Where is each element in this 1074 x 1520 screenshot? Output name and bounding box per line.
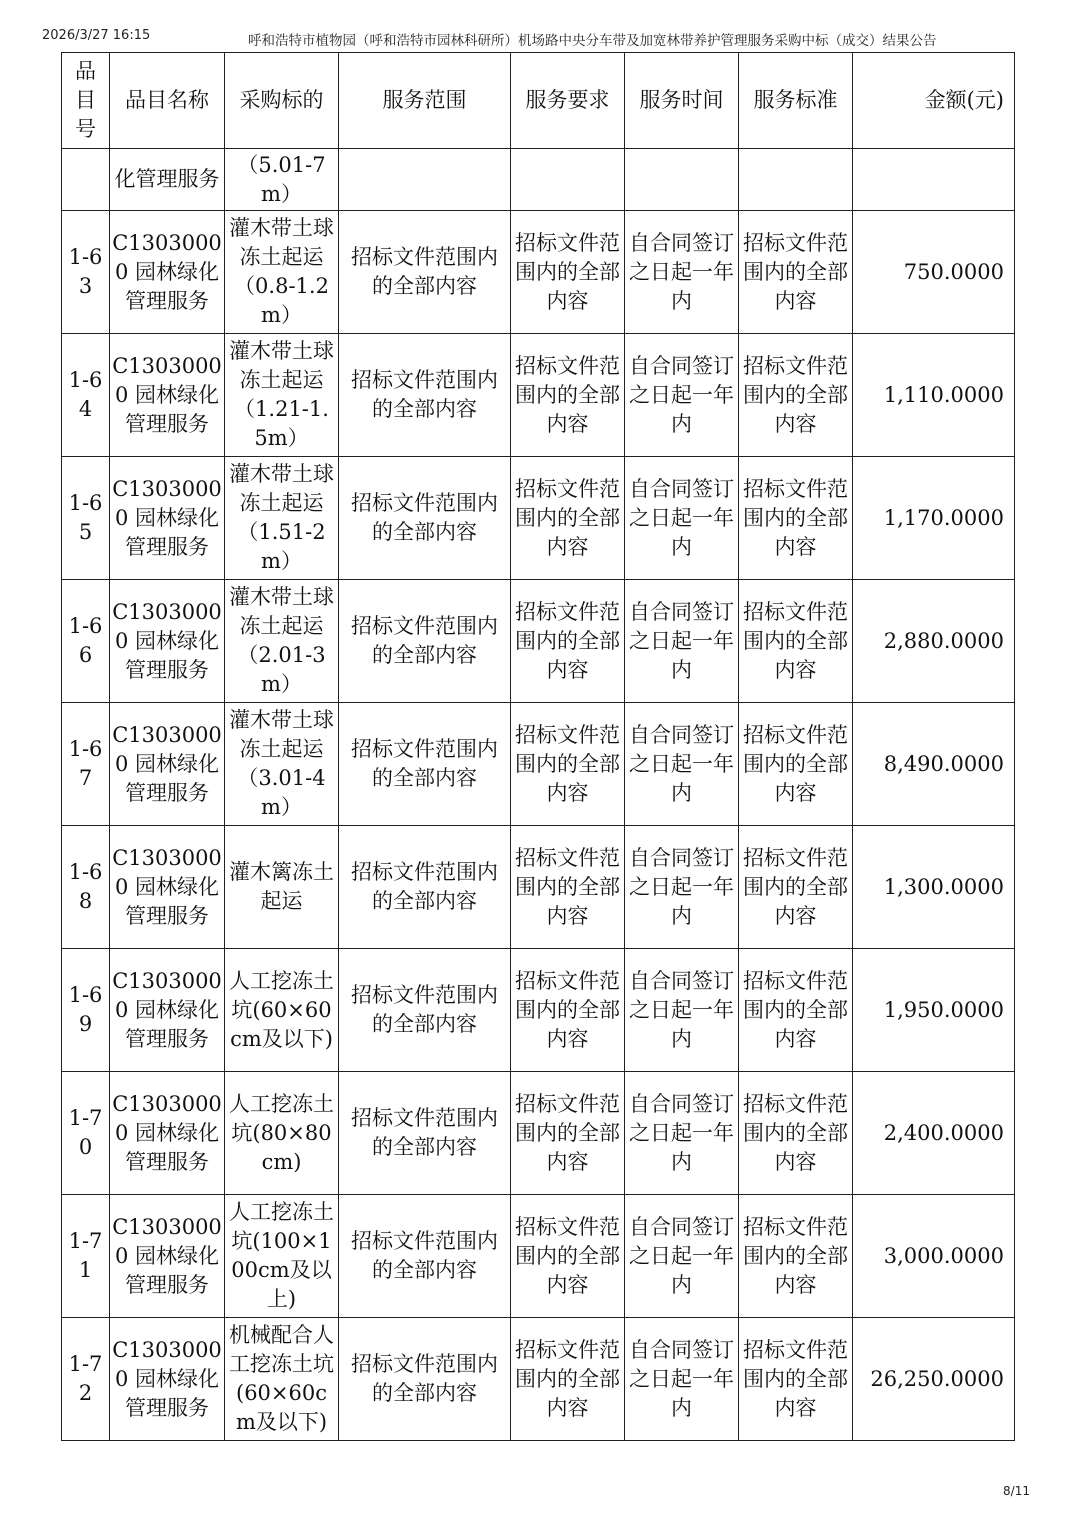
cell-scope: 招标文件范围内的全部内容 (339, 826, 511, 949)
cell-time: 自合同签订之日起一年内 (625, 580, 739, 703)
cell-target: 灌木篱冻土起运 (225, 826, 339, 949)
cell-no: 1-68 (62, 826, 110, 949)
cell-name: C13030000 园林绿化管理服务 (110, 949, 225, 1072)
cell-name: C13030000 园林绿化管理服务 (110, 457, 225, 580)
cell-target: 人工挖冻土坑(60×60cm及以下) (225, 949, 339, 1072)
cell-target: （5.01-7m） (225, 149, 339, 211)
cell-amount: 1,950.0000 (853, 949, 1015, 1072)
cell-name: C13030000 园林绿化管理服务 (110, 1195, 225, 1318)
cell-name: C13030000 园林绿化管理服务 (110, 826, 225, 949)
cell-scope: 招标文件范围内的全部内容 (339, 1072, 511, 1195)
table-row (62, 949, 1015, 1072)
cell-standard: 招标文件范围内的全部内容 (739, 1072, 853, 1195)
cell-name: C13030000 园林绿化管理服务 (110, 211, 225, 334)
cell-no: 1-69 (62, 949, 110, 1072)
cell-target: 灌木带土球冻土起运（0.8-1.2m） (225, 211, 339, 334)
cell-target: 人工挖冻土坑(100×100cm及以上) (225, 1195, 339, 1318)
cell-time: 自合同签订之日起一年内 (625, 334, 739, 457)
cell-no: 1-67 (62, 703, 110, 826)
cell-target: 灌木带土球冻土起运（1.51-2m） (225, 457, 339, 580)
cell-scope (339, 149, 511, 211)
cell-requirement: 招标文件范围内的全部内容 (511, 826, 625, 949)
cell-amount (853, 149, 1015, 211)
cell-amount: 2,400.0000 (853, 1072, 1015, 1195)
cell-time: 自合同签订之日起一年内 (625, 826, 739, 949)
cell-target: 灌木带土球冻土起运（2.01-3m） (225, 580, 339, 703)
cell-name: C13030000 园林绿化管理服务 (110, 703, 225, 826)
table-row (62, 580, 1015, 703)
cell-standard: 招标文件范围内的全部内容 (739, 949, 853, 1072)
cell-no: 1-72 (62, 1318, 110, 1441)
cell-scope: 招标文件范围内的全部内容 (339, 703, 511, 826)
cell-time (625, 149, 739, 211)
cell-requirement: 招标文件范围内的全部内容 (511, 580, 625, 703)
cell-time: 自合同签订之日起一年内 (625, 703, 739, 826)
cell-name: C13030000 园林绿化管理服务 (110, 580, 225, 703)
cell-scope: 招标文件范围内的全部内容 (339, 1318, 511, 1441)
cell-amount: 1,170.0000 (853, 457, 1015, 580)
cell-time: 自合同签订之日起一年内 (625, 457, 739, 580)
cell-amount: 1,300.0000 (853, 826, 1015, 949)
cell-name: C13030000 园林绿化管理服务 (110, 1072, 225, 1195)
cell-amount: 2,880.0000 (853, 580, 1015, 703)
continuation-row (62, 149, 1015, 211)
col-header-amount: 金额(元) (853, 53, 1015, 149)
cell-requirement: 招标文件范围内的全部内容 (511, 211, 625, 334)
cell-time: 自合同签订之日起一年内 (625, 949, 739, 1072)
cell-standard: 招标文件范围内的全部内容 (739, 580, 853, 703)
table-row (62, 211, 1015, 334)
col-header-requirement: 服务要求 (511, 53, 625, 149)
cell-scope: 招标文件范围内的全部内容 (339, 1195, 511, 1318)
cell-standard: 招标文件范围内的全部内容 (739, 334, 853, 457)
cell-amount: 3,000.0000 (853, 1195, 1015, 1318)
cell-standard: 招标文件范围内的全部内容 (739, 826, 853, 949)
cell-no: 1-63 (62, 211, 110, 334)
table-row (62, 457, 1015, 580)
cell-standard: 招标文件范围内的全部内容 (739, 211, 853, 334)
cell-name: 化管理服务 (110, 149, 225, 211)
col-header-time: 服务时间 (625, 53, 739, 149)
cell-no: 1-71 (62, 1195, 110, 1318)
cell-amount: 8,490.0000 (853, 703, 1015, 826)
cell-no: 1-66 (62, 580, 110, 703)
cell-scope: 招标文件范围内的全部内容 (339, 580, 511, 703)
table-row (62, 826, 1015, 949)
col-header-item-name: 品目名称 (110, 53, 225, 149)
cell-no: 1-65 (62, 457, 110, 580)
cell-requirement: 招标文件范围内的全部内容 (511, 457, 625, 580)
cell-target: 灌木带土球冻土起运（3.01-4m） (225, 703, 339, 826)
cell-requirement: 招标文件范围内的全部内容 (511, 949, 625, 1072)
cell-name: C13030000 园林绿化管理服务 (110, 1318, 225, 1441)
procurement-items-table (61, 52, 1015, 1441)
cell-requirement: 招标文件范围内的全部内容 (511, 1195, 625, 1318)
cell-time: 自合同签订之日起一年内 (625, 1072, 739, 1195)
cell-scope: 招标文件范围内的全部内容 (339, 211, 511, 334)
cell-target: 灌木带土球冻土起运（1.21-1.5m） (225, 334, 339, 457)
cell-scope: 招标文件范围内的全部内容 (339, 949, 511, 1072)
col-header-target: 采购标的 (225, 53, 339, 149)
cell-no: 1-64 (62, 334, 110, 457)
cell-no (62, 149, 110, 211)
col-header-scope: 服务范围 (339, 53, 511, 149)
document-title: 呼和浩特市植物园（呼和浩特市园林科研所）机场路中央分车带及加宽林带养护管理服务采购中标（成交）结果公告 (248, 33, 937, 49)
print-datetime: 2026/3/27 16:15 (42, 28, 151, 43)
table-header-row (62, 53, 1015, 149)
col-header-standard: 服务标准 (739, 53, 853, 149)
cell-target: 机械配合人工挖冻土坑(60×60cm及以下) (225, 1318, 339, 1441)
table-row (62, 334, 1015, 457)
cell-standard: 招标文件范围内的全部内容 (739, 703, 853, 826)
cell-requirement: 招标文件范围内的全部内容 (511, 1318, 625, 1441)
cell-standard: 招标文件范围内的全部内容 (739, 457, 853, 580)
cell-amount: 26,250.0000 (853, 1318, 1015, 1441)
cell-scope: 招标文件范围内的全部内容 (339, 334, 511, 457)
cell-amount: 750.0000 (853, 211, 1015, 334)
cell-requirement: 招标文件范围内的全部内容 (511, 1072, 625, 1195)
cell-requirement (511, 149, 625, 211)
table-row (62, 1195, 1015, 1318)
cell-target: 人工挖冻土坑(80×80cm) (225, 1072, 339, 1195)
table-row (62, 703, 1015, 826)
table-row (62, 1318, 1015, 1441)
cell-standard: 招标文件范围内的全部内容 (739, 1195, 853, 1318)
cell-no: 1-70 (62, 1072, 110, 1195)
col-header-item-no: 品目号 (62, 53, 110, 149)
table-row (62, 1072, 1015, 1195)
cell-requirement: 招标文件范围内的全部内容 (511, 334, 625, 457)
cell-time: 自合同签订之日起一年内 (625, 1195, 739, 1318)
cell-name: C13030000 园林绿化管理服务 (110, 334, 225, 457)
cell-scope: 招标文件范围内的全部内容 (339, 457, 511, 580)
cell-standard: 招标文件范围内的全部内容 (739, 1318, 853, 1441)
page-number: 8/11 (1003, 1484, 1030, 1498)
cell-amount: 1,110.0000 (853, 334, 1015, 457)
cell-requirement: 招标文件范围内的全部内容 (511, 703, 625, 826)
cell-standard (739, 149, 853, 211)
cell-time: 自合同签订之日起一年内 (625, 211, 739, 334)
cell-time: 自合同签订之日起一年内 (625, 1318, 739, 1441)
